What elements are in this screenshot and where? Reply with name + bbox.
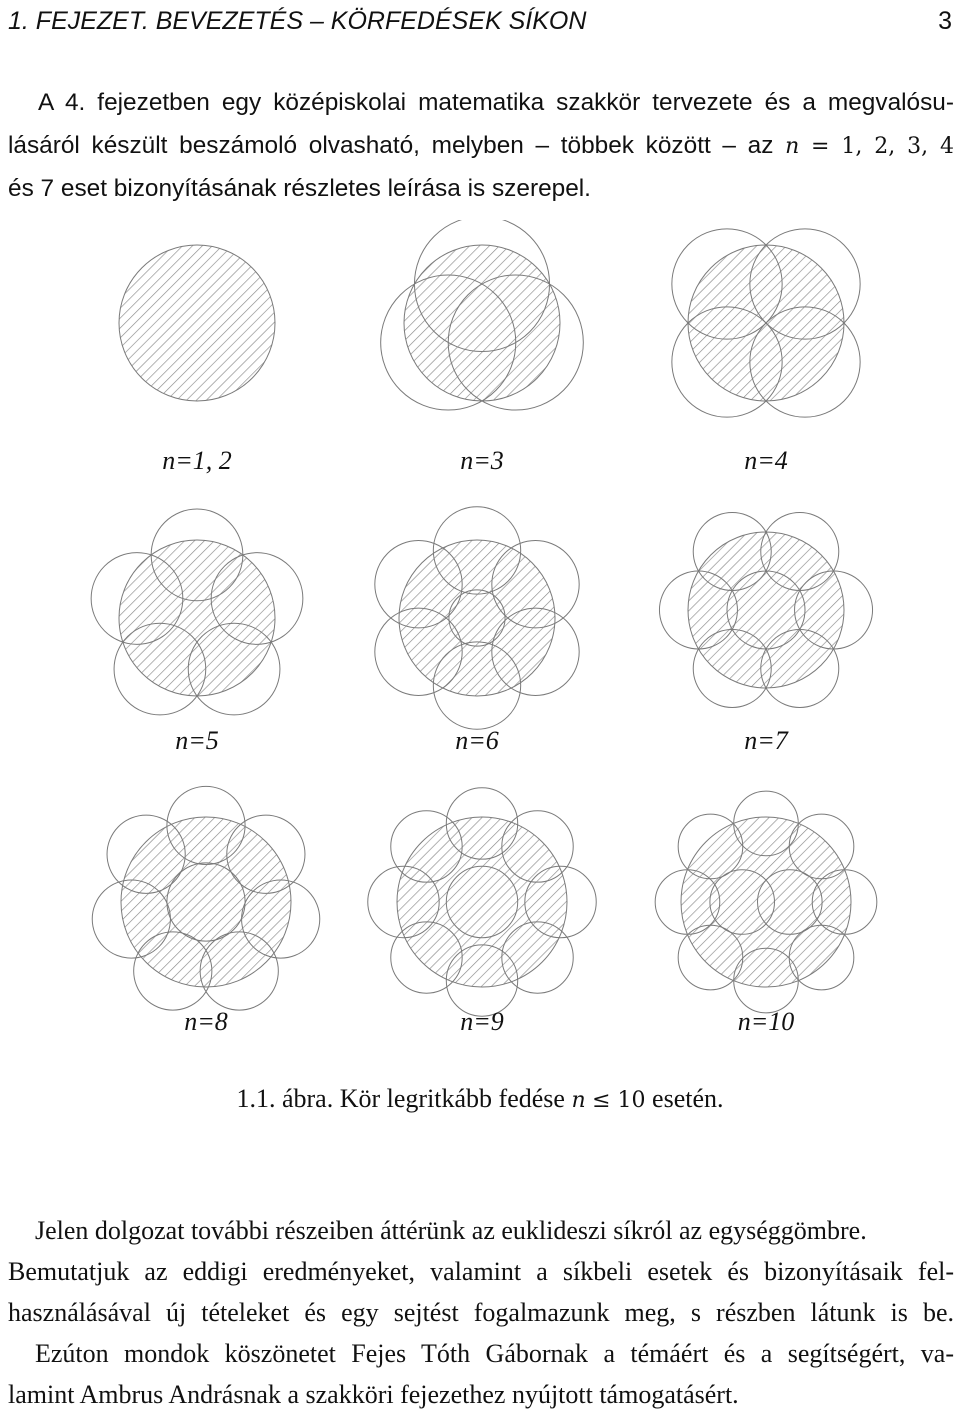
covering-panel — [119, 245, 275, 475]
covering-panel — [655, 791, 877, 1036]
panel-label: n=3 — [460, 446, 504, 475]
caption-text: 1.1. ábra. Kör legritkább fedése — [236, 1084, 565, 1113]
body-line: Bemutatjuk az eddigi eredményeket, valamint a síkbeli esetek és bizonyításaik fel- — [8, 1257, 954, 1286]
panel-label: n=4 — [744, 446, 788, 475]
circle-covering-figure — [0, 220, 960, 1070]
covering-panel — [368, 788, 596, 1036]
unit-disk — [399, 540, 555, 696]
body-paragraph — [8, 1210, 954, 1415]
panel-label: n=7 — [744, 726, 788, 755]
unit-disk — [688, 532, 844, 688]
panel-label: n=5 — [175, 726, 219, 755]
covering-panel — [672, 229, 860, 475]
panel-label: n=6 — [455, 726, 499, 755]
panel-label: n=8 — [184, 1007, 228, 1036]
unit-disk — [119, 540, 275, 696]
panel-label: n=1, 2 — [162, 446, 232, 475]
math-expression: = 1, 2, 3, 4 — [811, 133, 955, 159]
unit-disk — [119, 245, 275, 401]
intro-line: A 4. fejezetben egy középiskolai matematika szakkör tervezete és a megvalósu- — [38, 89, 954, 116]
page-number: 3 — [938, 7, 952, 35]
covering-panel — [91, 509, 303, 755]
body-line: Jelen dolgozat további részeiben áttérünk az euklideszi síkról az egységgömbre. — [35, 1216, 867, 1245]
covering-panel — [659, 513, 872, 756]
panel-label: n=9 — [460, 1007, 504, 1036]
math-variable: n — [571, 1088, 586, 1113]
covering-panel — [92, 786, 320, 1036]
covering-panel — [375, 507, 579, 755]
intro-line — [8, 125, 954, 169]
chapter-title: 1. FEJEZET. BEVEZETÉS – KÖRFEDÉSEK SÍKON — [8, 7, 587, 35]
math-expression: ≤ 10 — [592, 1088, 646, 1113]
unit-disk — [681, 817, 851, 987]
intro-paragraph — [8, 82, 954, 211]
figure-caption — [0, 1082, 960, 1118]
unit-disk — [121, 817, 291, 987]
panel-label: n=10 — [737, 1007, 795, 1036]
body-line: lamint Ambrus Andrásnak a szakköri fejezethez nyújtott támogatásért. — [8, 1380, 739, 1409]
body-line: használásával új tételeket és egy sejtést fogalmazunk meg, s részben látunk is be. — [8, 1298, 954, 1327]
body-line: Ezúton mondok köszönetet Fejes Tóth Gábornak a témáért és a segítségért, va- — [35, 1339, 954, 1368]
intro-line-text: lásáról készült beszámoló olvasható, melyben – többek között – az — [8, 131, 774, 159]
unit-disk — [397, 817, 567, 987]
covering-panel — [381, 220, 584, 475]
running-head — [8, 4, 952, 38]
intro-line: és 7 eset bizonyításának részletes leírása is szerepel. — [8, 175, 591, 202]
caption-text-end: esetén. — [652, 1084, 724, 1113]
math-variable: n — [785, 133, 800, 159]
